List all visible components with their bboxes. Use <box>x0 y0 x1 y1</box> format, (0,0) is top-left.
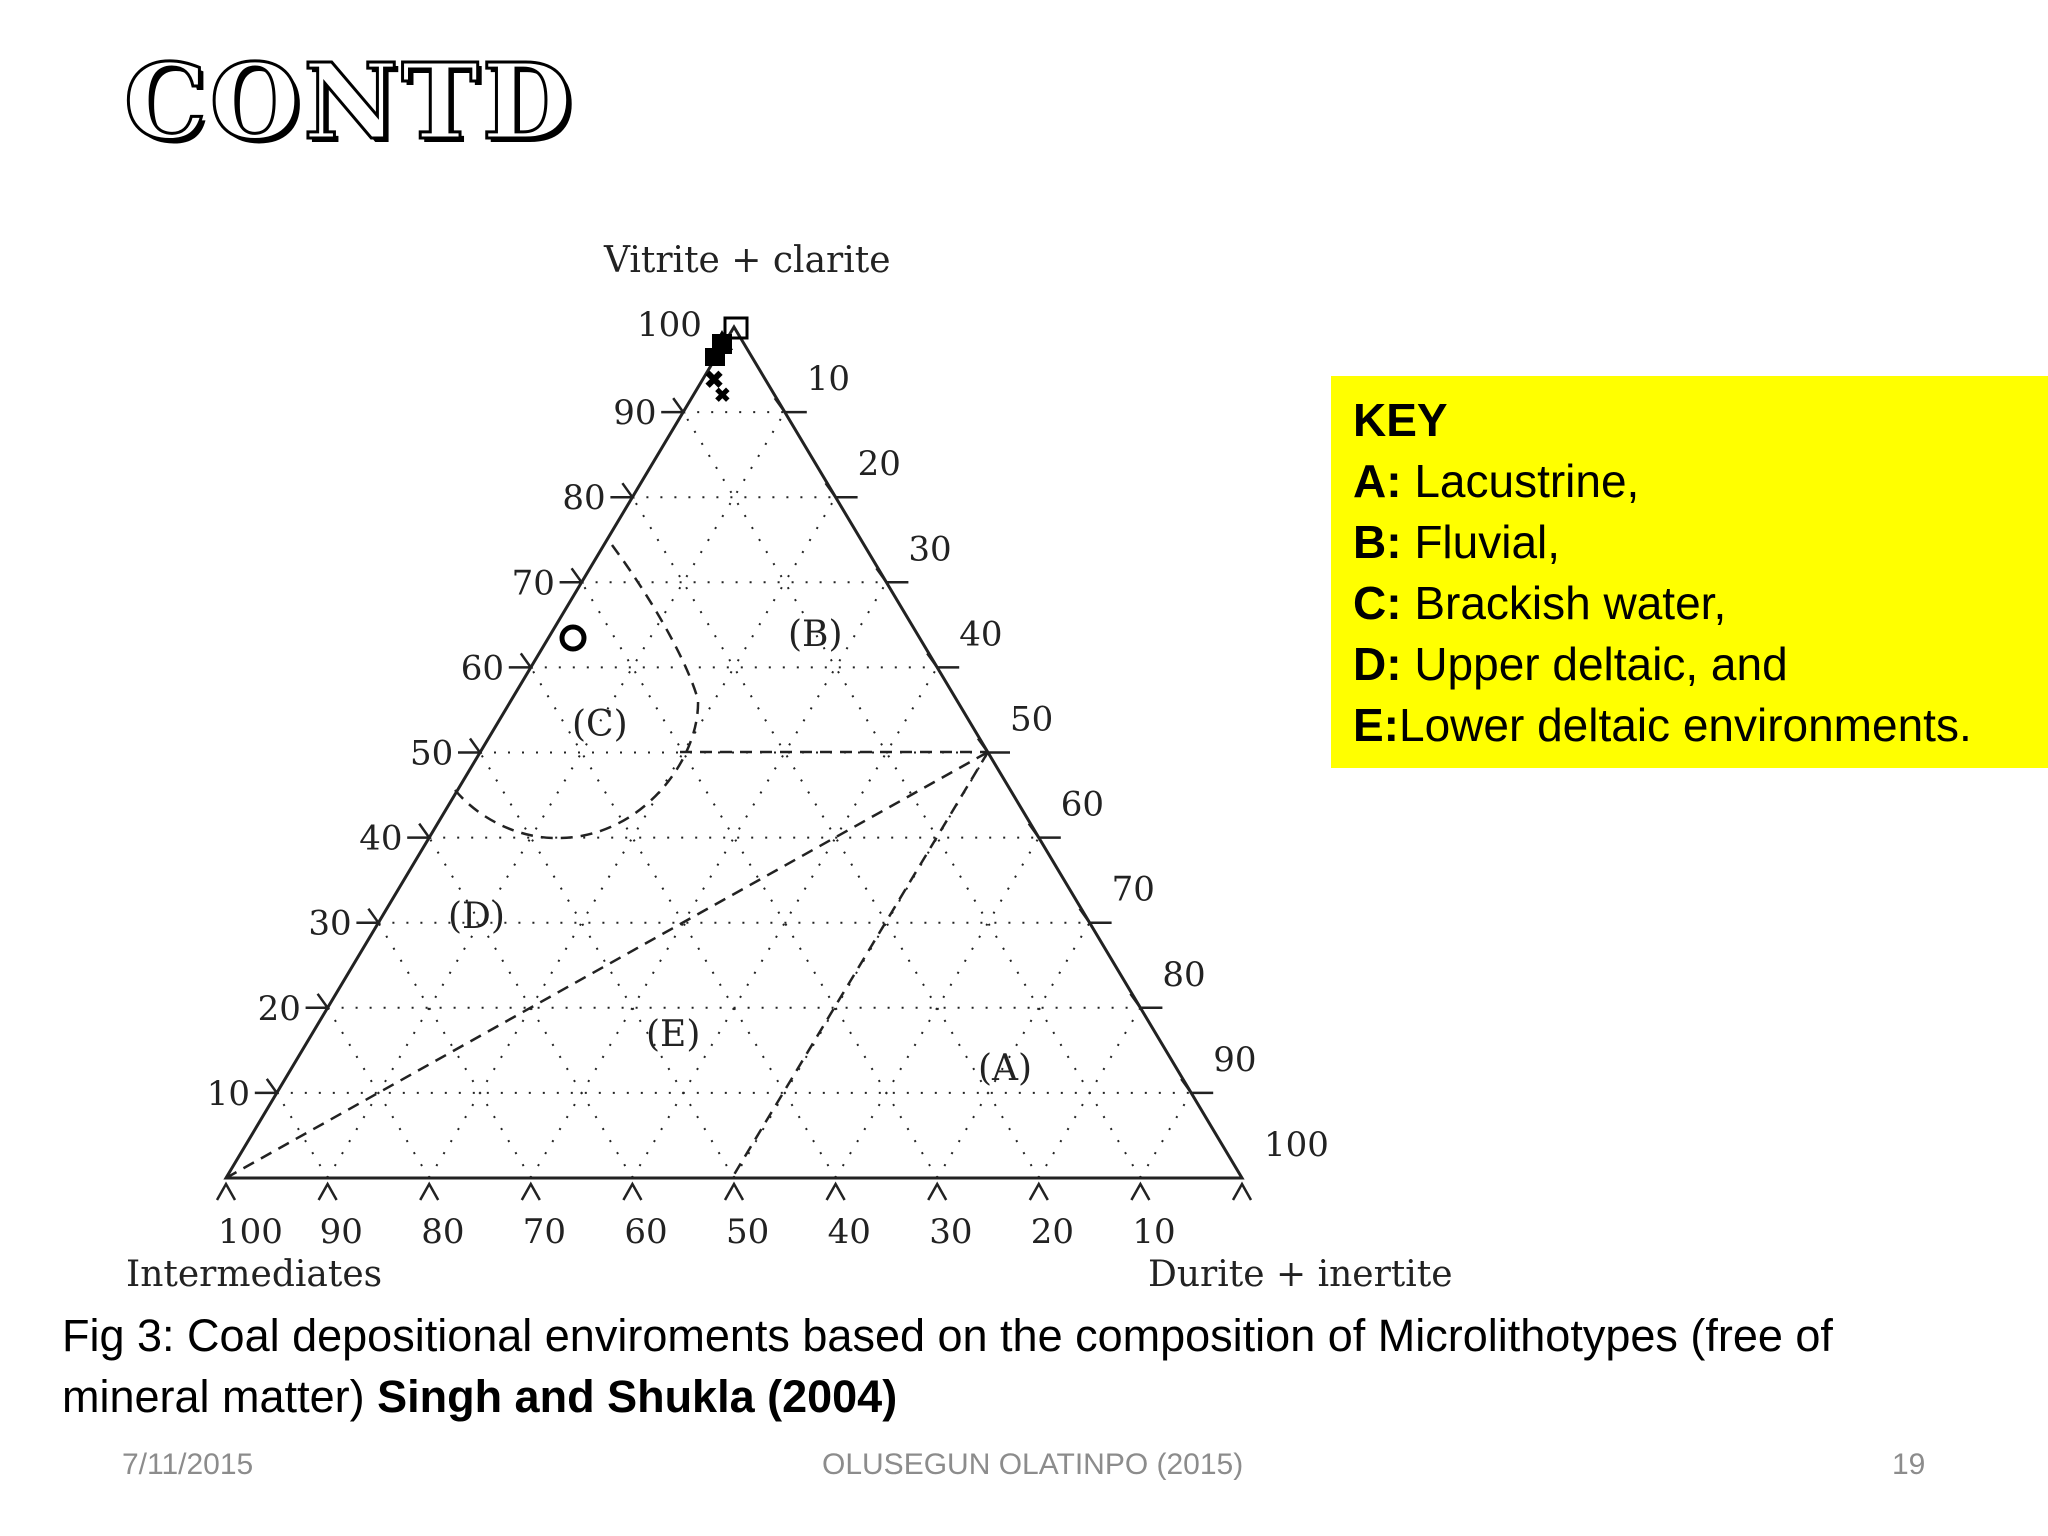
left-tick-label: 40 <box>359 818 403 859</box>
tick-mark <box>928 1184 946 1200</box>
ternary-grid <box>277 412 1191 1178</box>
grid-line <box>429 497 835 1178</box>
caption-text: Fig 3: Coal depositional enviroments based on the composition of Microlithotypes (free of mineral matter) <box>62 1310 1833 1422</box>
right-axis-label: Durite + inertite <box>1148 1254 1453 1295</box>
tick-mark <box>827 1184 845 1200</box>
tick-mark <box>306 994 328 1008</box>
bottom-tick-label: 40 <box>827 1212 871 1252</box>
bottom-tick-label: 30 <box>929 1212 973 1252</box>
apex-tick-label: 100 <box>637 305 702 345</box>
left-tick-label: 10 <box>206 1073 251 1114</box>
right-tick-label: 60 <box>1060 784 1105 825</box>
right-tick-label: 70 <box>1111 869 1155 910</box>
marker-cross: ✖ <box>704 365 725 394</box>
left-tick-label: 60 <box>460 648 505 689</box>
figure-caption <box>62 1305 1962 1427</box>
tick-mark <box>1030 1184 1048 1200</box>
marker-cross: ✖ <box>714 383 731 407</box>
bottom-tick-label: 50 <box>726 1212 770 1252</box>
bottom-tick-label: 20 <box>1030 1212 1075 1252</box>
tick-mark <box>1181 1079 1213 1093</box>
left-tick-label: 30 <box>308 903 352 944</box>
left-tick-label: 50 <box>410 733 454 774</box>
tick-mark <box>560 568 582 582</box>
key-item-e: E:Lower deltaic environments. <box>1353 699 1972 751</box>
right-tick-label: 90 <box>1213 1039 1257 1080</box>
key-item-c: C: Brackish water, <box>1353 577 1727 629</box>
left-tick-label: 90 <box>613 393 657 434</box>
tick-mark <box>876 568 908 582</box>
boundary-diagonal-left <box>226 752 988 1178</box>
tick-mark <box>927 653 959 667</box>
tick-mark <box>217 1184 235 1200</box>
bottom-tick-label: 10 <box>1132 1212 1176 1252</box>
caption-citation: Singh and Shukla (2004) <box>377 1371 898 1422</box>
bottom-tick-label: 80 <box>421 1212 465 1252</box>
grid-line <box>531 582 887 1178</box>
tick-mark <box>610 483 632 497</box>
tick-mark <box>356 909 378 923</box>
left-tick-label: 70 <box>511 563 555 604</box>
tick-mark <box>1029 824 1061 838</box>
key-item-b: B: Fluvial, <box>1353 516 1561 568</box>
region-label-d: (D) <box>448 896 505 937</box>
region-label-c: (C) <box>572 704 628 745</box>
region-label-e: (E) <box>646 1014 701 1055</box>
tick-mark <box>826 483 858 497</box>
left-axis-label: Intermediates <box>126 1254 383 1295</box>
tick-mark <box>458 739 480 753</box>
key-heading: KEY <box>1353 394 1448 446</box>
region-boundaries <box>226 545 988 1178</box>
tick-mark <box>1131 1184 1149 1200</box>
tick-mark <box>319 1184 337 1200</box>
right-tick-label: 80 <box>1162 954 1206 995</box>
key-legend <box>1331 376 2048 768</box>
marker-filled-square <box>705 348 725 366</box>
tick-mark <box>255 1079 277 1093</box>
tick-mark <box>509 653 531 667</box>
left-tick-labels <box>207 393 657 1114</box>
tick-mark <box>420 1184 438 1200</box>
right-tick-labels <box>807 359 1329 1165</box>
tick-mark <box>623 1184 641 1200</box>
grid-line <box>480 753 734 1179</box>
footer-author: OLUSEGUN OLATINPO (2015) <box>822 1448 1244 1481</box>
grid-line <box>1140 1093 1191 1178</box>
footer-date: 7/11/2015 <box>122 1448 254 1481</box>
tick-mark <box>725 1184 743 1200</box>
right-tick-label: 40 <box>959 614 1003 655</box>
right-tick-label: 100 <box>1264 1125 1329 1165</box>
tick-mark <box>661 398 683 412</box>
bottom-tick-labels <box>218 1212 1176 1252</box>
left-tick-label: 20 <box>257 988 301 1029</box>
bottom-tick-label: 90 <box>319 1212 363 1252</box>
region-label-a: (A) <box>978 1048 1033 1089</box>
tick-mark <box>978 739 1010 753</box>
tick-mark <box>1233 1184 1251 1200</box>
left-tick-label: 80 <box>562 478 606 519</box>
tick-mark <box>407 824 429 838</box>
tick-mark <box>1080 909 1112 923</box>
region-label-b: (B) <box>788 614 843 655</box>
footer-page-number: 19 <box>1892 1448 1926 1481</box>
bottom-tick-label: 70 <box>522 1212 567 1252</box>
key-item-a: A: Lacustrine, <box>1353 455 1640 507</box>
grid-line <box>328 412 785 1178</box>
marker-open-circle <box>562 627 584 649</box>
right-tick-label: 30 <box>908 529 952 570</box>
right-tick-label: 10 <box>806 359 851 400</box>
bottom-tick-label: 100 <box>218 1212 283 1252</box>
tick-mark <box>522 1184 540 1200</box>
slide-title: CONTD <box>124 40 576 163</box>
key-item-d: D: Upper deltaic, and <box>1353 638 1788 690</box>
bottom-tick-label: 60 <box>624 1212 668 1252</box>
tick-mark <box>1130 994 1162 1008</box>
region-labels <box>448 614 1032 1089</box>
right-tick-label: 20 <box>857 444 901 485</box>
right-tick-label: 50 <box>1010 699 1054 740</box>
apex-axis-label: Vitrite + clarite <box>604 240 891 281</box>
tick-mark <box>775 398 807 412</box>
